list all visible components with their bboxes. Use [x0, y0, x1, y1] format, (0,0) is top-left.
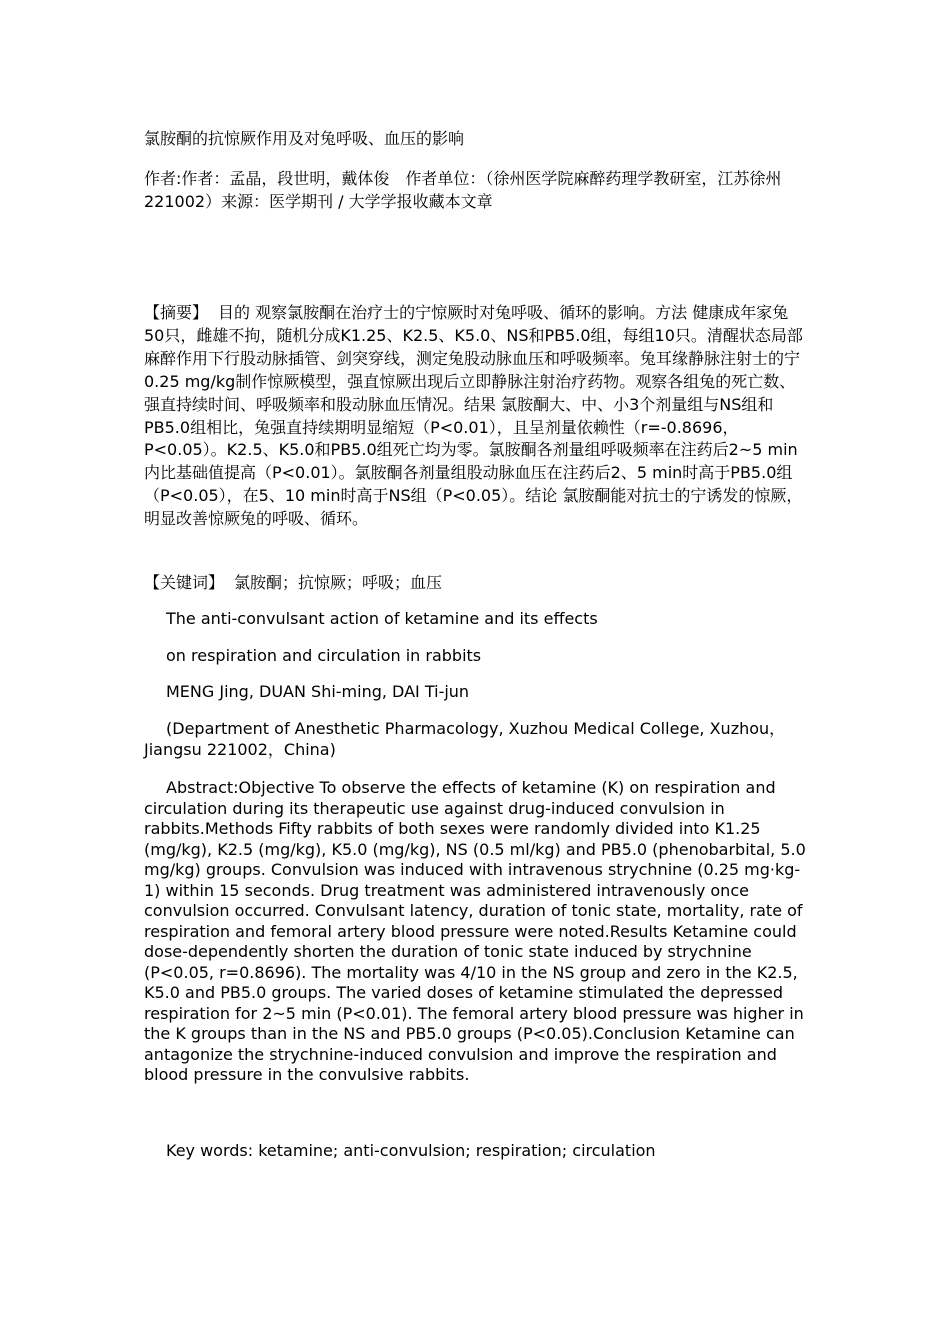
keywords-text-cn: 氯胺酮；抗惊厥；呼吸；血压 — [234, 573, 443, 592]
keywords-tag-cn: 【关键词】 — [144, 573, 225, 592]
abstract-text-cn: 目的 观察氯胺酮在治疗士的宁惊厥时对兔呼吸、循环的影响。方法 健康成年家兔50只，雌雄不拘，随机分成K1.25、K2.5、K5.0、NS和PB5.0组，每组10只。清醒状态局部麻醉作用下行股动脉插管、剑突穿线，测定兔股动脉血压和呼吸频率。兔耳缘静脉注射士的宁0.25 mg/kg制作惊厥模型，强直惊厥出现后立即静脉注射治疗药物。观察各组兔的死亡数、强直持续时间、呼吸频率和股动脉血压情况。结果 氯胺酮大、中、小3个剂量组与NS组和PB5.0组相比，兔强直持续期明显缩短（P<0.01），且呈剂量依赖性（r=-0.8696，P<0.05）。K2.5、K5.0和PB5.0组死亡均为零。氯胺酮各剂量组呼吸频率在注药后2~5 min内比基础值提高（P<0.01）。氯胺酮各剂量组股动脉血压在注药后2、5 min时高于PB5.0组（P<0.05），在5、10 min时高于NS组（P<0.05）。结论 氯胺酮能对抗士的宁诱发的惊厥，明显改善惊厥兔的呼吸、循环。 — [144, 303, 803, 529]
abstract-cn — [144, 302, 806, 531]
abstract-en: Abstract:Objective To observe the effects of ketamine (K) on respiration and circulation during its therapeutic use against drug-induced convulsion in rabbits.Methods Fifty rabbits of both sexes were randomly divided into K1.25 (mg/kg), K2.5 (mg/kg), K5.0 (mg/kg), NS (0.5 ml/kg) and PB5.0 (phenobarbital, 5.0 mg/kg) groups. Convulsion was induced with intravenous strychnine (0.25 mg·kg-1) within 15 seconds. Drug treatment was administered intravenously once convulsion occurred. Convulsant latency, duration of tonic state, mortality, rate of respiration and femoral artery blood pressure were noted.Results Ketamine could dose-dependently shorten the duration of tonic state induced by strychnine (P<0.05, r=0.8696). The mortality was 4/10 in the NS group and zero in the K2.5, K5.0 and PB5.0 groups. The varied doses of ketamine stimulated the depressed respiration for 2~5 min (P<0.01). The femoral artery blood pressure was higher in the K groups than in the NS and PB5.0 groups (P<0.05).Conclusion Ketamine can antagonize the strychnine-induced convulsion and improve the respiration and blood pressure in the convulsive rabbits. — [144, 778, 806, 1084]
abstract-tag-cn: 【摘要】 — [144, 303, 209, 322]
affiliation-en: (Department of Anesthetic Pharmacology, Xuzhou Medical College, Xuzhou，Jiangsu 221002，China) — [144, 719, 786, 759]
title-en-line-1: The anti-convulsant action of ketamine and its effects — [166, 609, 598, 628]
article-title-cn: 氯胺酮的抗惊厥作用及对兔呼吸、血压的影响 — [144, 129, 465, 148]
authors-en: MENG Jing, DUAN Shi-ming, DAI Ti-jun — [166, 682, 470, 701]
keywords-cn — [144, 572, 806, 594]
keywords-en: Key words: ketamine; anti-convulsion; respiration; circulation — [166, 1141, 656, 1160]
author-info-line: 作者:作者：孟晶，段世明，戴体俊 作者单位：（徐州医学院麻醉药理学教研室，江苏徐州221002）来源：医学期刊 / 大学学报收藏本文章 — [144, 169, 782, 211]
title-en-line-2: on respiration and circulation in rabbits — [166, 646, 482, 665]
